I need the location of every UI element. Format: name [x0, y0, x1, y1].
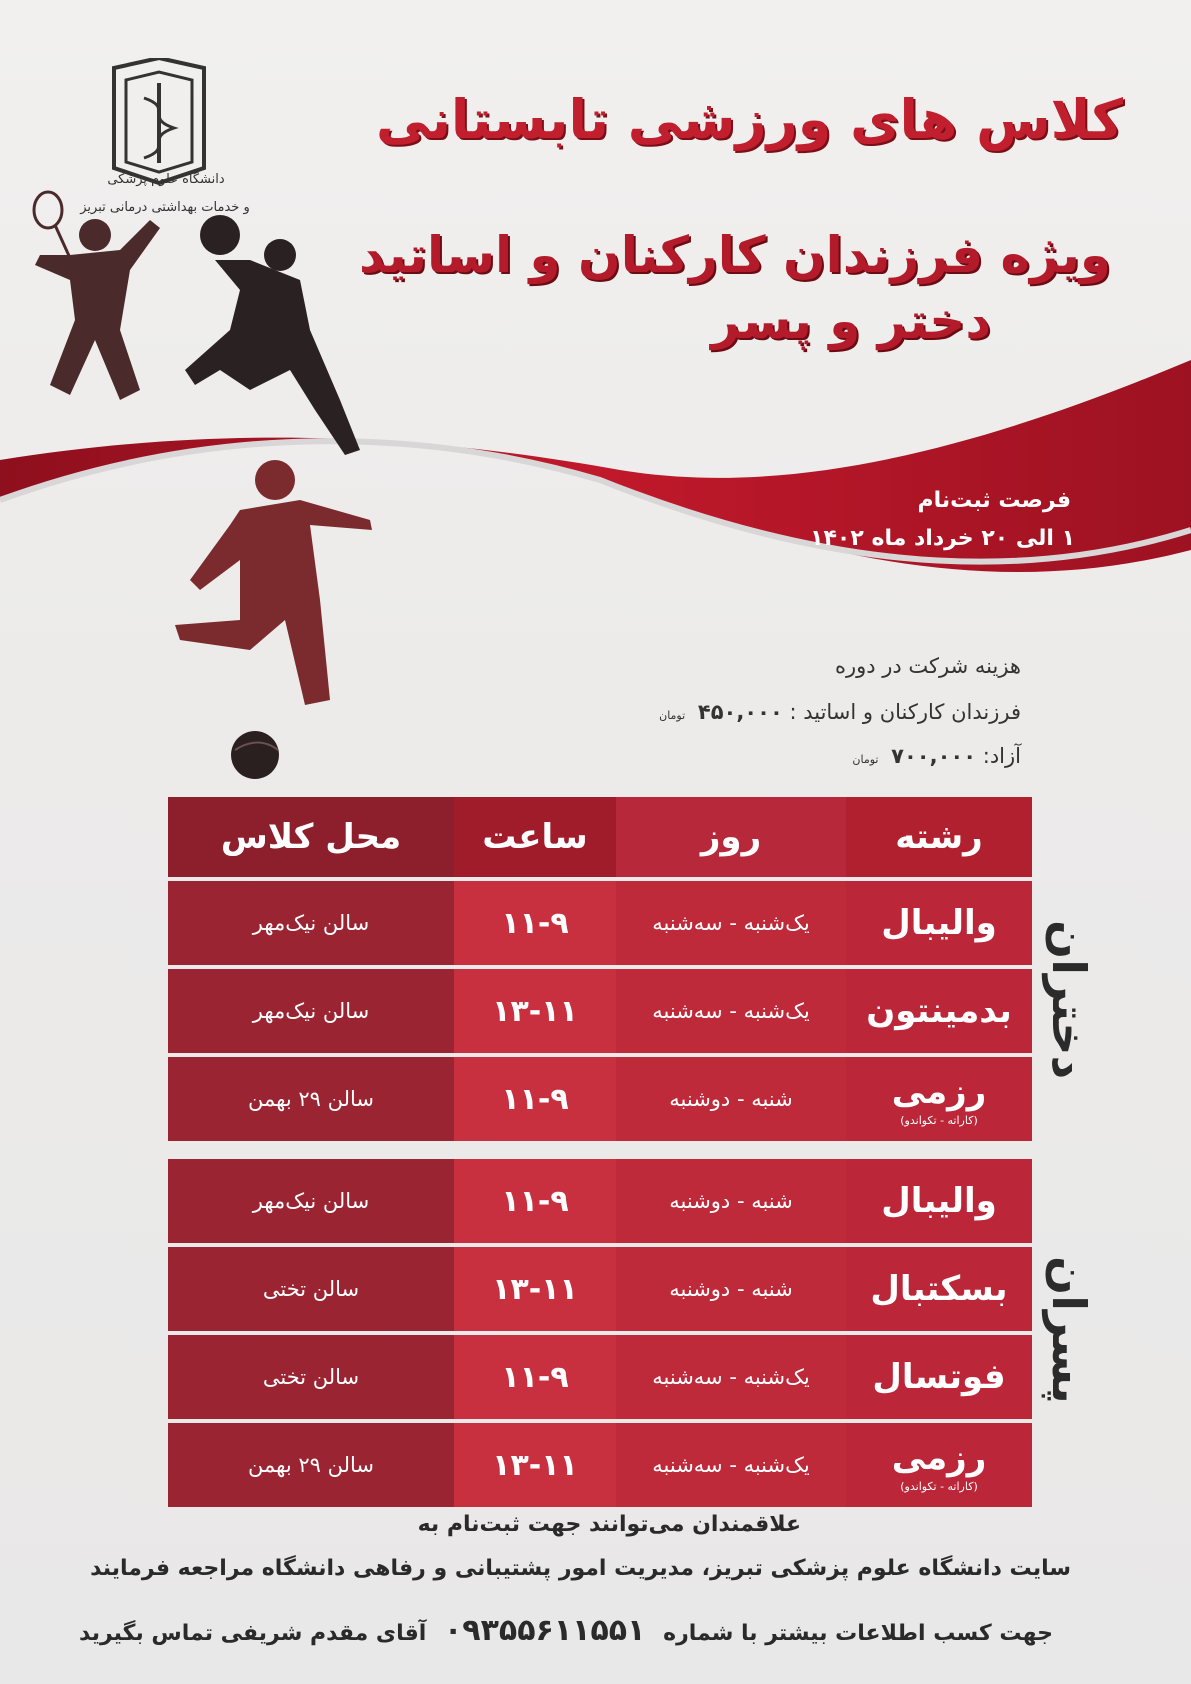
- group-label-boys: پسران: [1042, 1256, 1096, 1404]
- sport-name: رزمی: [891, 1071, 987, 1112]
- cell-day: یک‌شنبه - سه‌شنبه: [616, 1335, 846, 1419]
- cell-sport: [846, 1159, 1032, 1243]
- cell-place: سالن نیک‌مهر: [168, 1159, 454, 1243]
- header-day: روز: [616, 797, 846, 877]
- sport-name: بدمینتون: [866, 991, 1012, 1031]
- sport-subtitle: (کاراته - تکواندو): [900, 1113, 978, 1127]
- cell-sport: [846, 1057, 1032, 1141]
- badminton-player-icon: [34, 192, 160, 400]
- cell-place: سالن نیک‌مهر: [168, 881, 454, 965]
- football-player-icon: [175, 460, 372, 705]
- table-group-girls: [168, 881, 1032, 1141]
- ball-icon: [231, 731, 279, 779]
- schedule-table: [168, 797, 1032, 1511]
- logo-text-line2: و خدمات بهداشتی درمانی تبریز: [80, 200, 250, 215]
- table-row: [168, 881, 1032, 965]
- cell-time: ۱۱-۹: [454, 1159, 616, 1243]
- fee-staff-amount: ۴۵۰,۰۰۰: [697, 700, 783, 724]
- fee-free-unit: تومان: [852, 753, 879, 766]
- cell-place: سالن ۲۹ بهمن: [168, 1423, 454, 1507]
- footer-line1: علاقمندان می‌توانند جهت ثبت‌نام به: [417, 1512, 801, 1537]
- footer-line2: سایت دانشگاه علوم پزشکی تبریز، مدیریت امور پشتیبانی و رفاهی دانشگاه مراجعه فرمایند: [90, 1556, 1071, 1581]
- page-subtitle-audience: دختر و پسر: [711, 292, 991, 350]
- page-title: کلاس های ورزشی تابستانی: [375, 88, 1123, 151]
- cell-day: یک‌شنبه - سه‌شنبه: [616, 1423, 846, 1507]
- header-time: ساعت: [454, 797, 616, 877]
- cell-day: یک‌شنبه - سه‌شنبه: [616, 969, 846, 1053]
- footer-contact-text: جهت کسب اطلاعات بیشتر با شماره: [663, 1621, 1053, 1646]
- cell-day: شنبه - دوشنبه: [616, 1159, 846, 1243]
- cell-sport: [846, 1335, 1032, 1419]
- cell-place: سالن ۲۹ بهمن: [168, 1057, 454, 1141]
- table-row: [168, 1159, 1032, 1243]
- logo-text-line1: دانشگاه علوم پزشکی: [107, 172, 225, 187]
- fee-free: [852, 744, 1021, 768]
- table-group-boys: [168, 1159, 1032, 1507]
- cell-time: ۱۱-۹: [454, 881, 616, 965]
- cell-sport: [846, 1423, 1032, 1507]
- cell-place: سالن تختی: [168, 1335, 454, 1419]
- sport-name: بسکتبال: [870, 1269, 1008, 1309]
- page-subtitle: ویژه فرزندان کارکنان و اساتید: [358, 226, 1111, 284]
- cell-time: ۱۱-۹: [454, 1335, 616, 1419]
- cell-sport: [846, 881, 1032, 965]
- cell-time: ۱۳-۱۱: [454, 1423, 616, 1507]
- cell-day: یک‌شنبه - سه‌شنبه: [616, 881, 846, 965]
- cell-time: ۱۳-۱۱: [454, 1247, 616, 1331]
- table-row: [168, 969, 1032, 1053]
- contact-phone[interactable]: ۰۹۳۵۵۶۱۱۵۵۱: [443, 1613, 646, 1648]
- sport-name: رزمی: [891, 1437, 987, 1478]
- registration-dates: ۱ الی ۲۰ خرداد ماه ۱۴۰۲: [810, 526, 1075, 551]
- cell-time: ۱۱-۹: [454, 1057, 616, 1141]
- cell-sport: [846, 1247, 1032, 1331]
- cell-sport: [846, 969, 1032, 1053]
- table-row: [168, 1423, 1032, 1507]
- header-place: محل کلاس: [168, 797, 454, 877]
- sport-name: فوتسال: [872, 1357, 1006, 1397]
- table-header-row: [168, 797, 1032, 877]
- table-row: [168, 1057, 1032, 1141]
- fee-free-amount: ۷۰۰,۰۰۰: [891, 744, 977, 768]
- cell-place: سالن تختی: [168, 1247, 454, 1331]
- header-sport: رشته: [846, 797, 1032, 877]
- cell-day: شنبه - دوشنبه: [616, 1057, 846, 1141]
- sport-subtitle: (کاراته - تکواندو): [900, 1479, 978, 1493]
- group-label-girls: دختران: [1042, 920, 1096, 1080]
- footer-line3: [53, 1613, 1053, 1648]
- fee-staff-unit: تومان: [659, 709, 686, 722]
- sport-name: والیبال: [881, 1181, 997, 1221]
- registration-label: فرصت ثبت‌نام: [917, 488, 1071, 513]
- fee-free-label: آزاد:: [982, 744, 1021, 768]
- fee-staff: [659, 700, 1021, 724]
- fee-title: هزینه شرکت در دوره: [834, 654, 1021, 678]
- cell-place: سالن نیک‌مهر: [168, 969, 454, 1053]
- cell-time: ۱۳-۱۱: [454, 969, 616, 1053]
- cell-day: شنبه - دوشنبه: [616, 1247, 846, 1331]
- footer-contact-person: آقای مقدم شریفی تماس بگیرید: [79, 1621, 427, 1646]
- sport-name: والیبال: [881, 903, 997, 943]
- fee-staff-label: فرزندان کارکنان و اساتید :: [789, 700, 1021, 724]
- table-row: [168, 1335, 1032, 1419]
- table-row: [168, 1247, 1032, 1331]
